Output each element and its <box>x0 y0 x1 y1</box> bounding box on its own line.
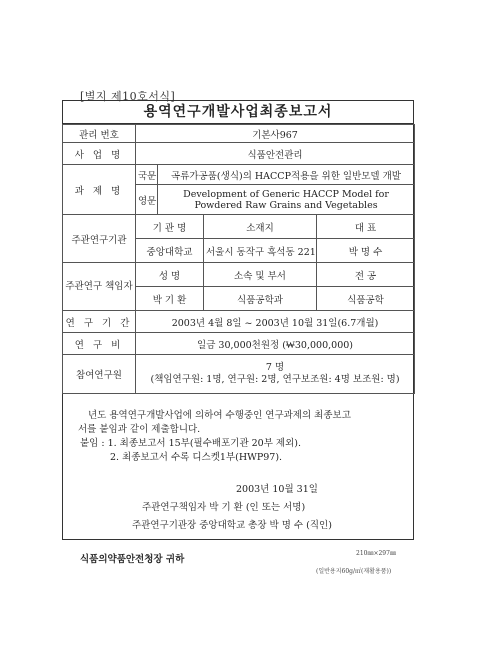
institution-name-header: 기 관 명 <box>136 215 204 239</box>
participants-value <box>136 355 415 394</box>
signature-institution-head: 주관연구기관장 중앙대학교 총장 박 명 수 (직인) <box>132 520 332 531</box>
attachment-2: 2. 최종보고서 수록 디스켓1부(HWP97). <box>110 452 283 463</box>
institution-location-header: 소재지 <box>204 215 317 239</box>
project-name-row <box>63 143 415 165</box>
manage-no-label: 관리 번호 <box>63 125 136 143</box>
researcher-dept-value: 식품공학과 <box>204 287 317 311</box>
lead-institution-header-row <box>63 215 415 239</box>
manage-no-row <box>63 125 415 143</box>
period-value: 2003년 4월 8일 ~ 2003년 10월 31일(6.7개월) <box>136 311 415 333</box>
cost-value: 일금 30,000천원정 (₩30,000,000) <box>136 333 415 355</box>
report-title: 용역연구개발사업최종보고서 <box>62 100 414 124</box>
institution-rep-header: 대 표 <box>317 215 415 239</box>
period-row <box>63 311 415 333</box>
paper-type-note: (일반용지60g/㎡(재활용품)) <box>316 568 392 575</box>
institution-name-value: 중앙대학교 <box>136 239 204 263</box>
form-number-label: [별지 제10호서식] <box>80 90 176 103</box>
signature-researcher: 주관연구책임자 박 기 환 (인 또는 서명) <box>142 502 306 513</box>
lead-researcher-header-row <box>63 263 415 287</box>
body-line-1: 년도 용역연구개발사업에 의하여 수행중인 연구과제의 최종보고 <box>88 410 351 421</box>
project-name-label: 사 업 명 <box>63 143 136 165</box>
researcher-name-value: 박 기 환 <box>136 287 204 311</box>
lead-institution-label: 주관연구기관 <box>63 215 136 263</box>
participants-row <box>63 355 415 394</box>
researcher-dept-header: 소속 및 부서 <box>204 263 317 287</box>
period-label: 연 구 기 간 <box>63 311 136 333</box>
participants-count: 7 명 <box>265 362 285 373</box>
participants-label: 참여연구원 <box>63 355 136 394</box>
project-name-value: 식품안전관리 <box>136 143 415 165</box>
attachment-1: 붙임 : 1. 최종보고서 15부(필수배포기관 20부 제외). <box>80 438 302 449</box>
cost-row <box>63 333 415 355</box>
subject-korean-value: 곡류가공품(생식)의 HACCP적용을 위한 일반모델 개발 <box>158 165 415 185</box>
cost-label: 연 구 비 <box>63 333 136 355</box>
subject-english-value: Development of Generic HACCP Model for Powdered Raw Grains and Vegetables <box>158 185 415 215</box>
submission-date: 2003년 10월 31일 <box>236 484 318 495</box>
subject-korean-row <box>63 165 415 185</box>
participants-detail: (책임연구원: 1명, 연구원: 2명, 연구보조원: 4명 보조원: 명) <box>150 374 400 385</box>
lead-researcher-label: 주관연구 책임자 <box>63 263 136 311</box>
researcher-name-header: 성 명 <box>136 263 204 287</box>
report-info-table <box>62 124 415 394</box>
subject-english-tag: 영문 <box>136 185 158 215</box>
body-line-2: 서를 붙임과 같이 제출합니다. <box>78 424 201 435</box>
subject-korean-tag: 국문 <box>136 165 158 185</box>
institution-location-value: 서울시 동작구 흑석동 221 <box>204 239 317 263</box>
manage-no-value: 기본사967 <box>136 125 415 143</box>
addressee: 식품의약품안전청장 귀하 <box>80 554 185 565</box>
researcher-major-value: 식품공학 <box>317 287 415 311</box>
institution-rep-value: 박 명 수 <box>317 239 415 263</box>
researcher-major-header: 전 공 <box>317 263 415 287</box>
paper-size-note: 210㎜×297㎜ <box>356 550 396 557</box>
subject-label: 과 제 명 <box>63 165 136 215</box>
